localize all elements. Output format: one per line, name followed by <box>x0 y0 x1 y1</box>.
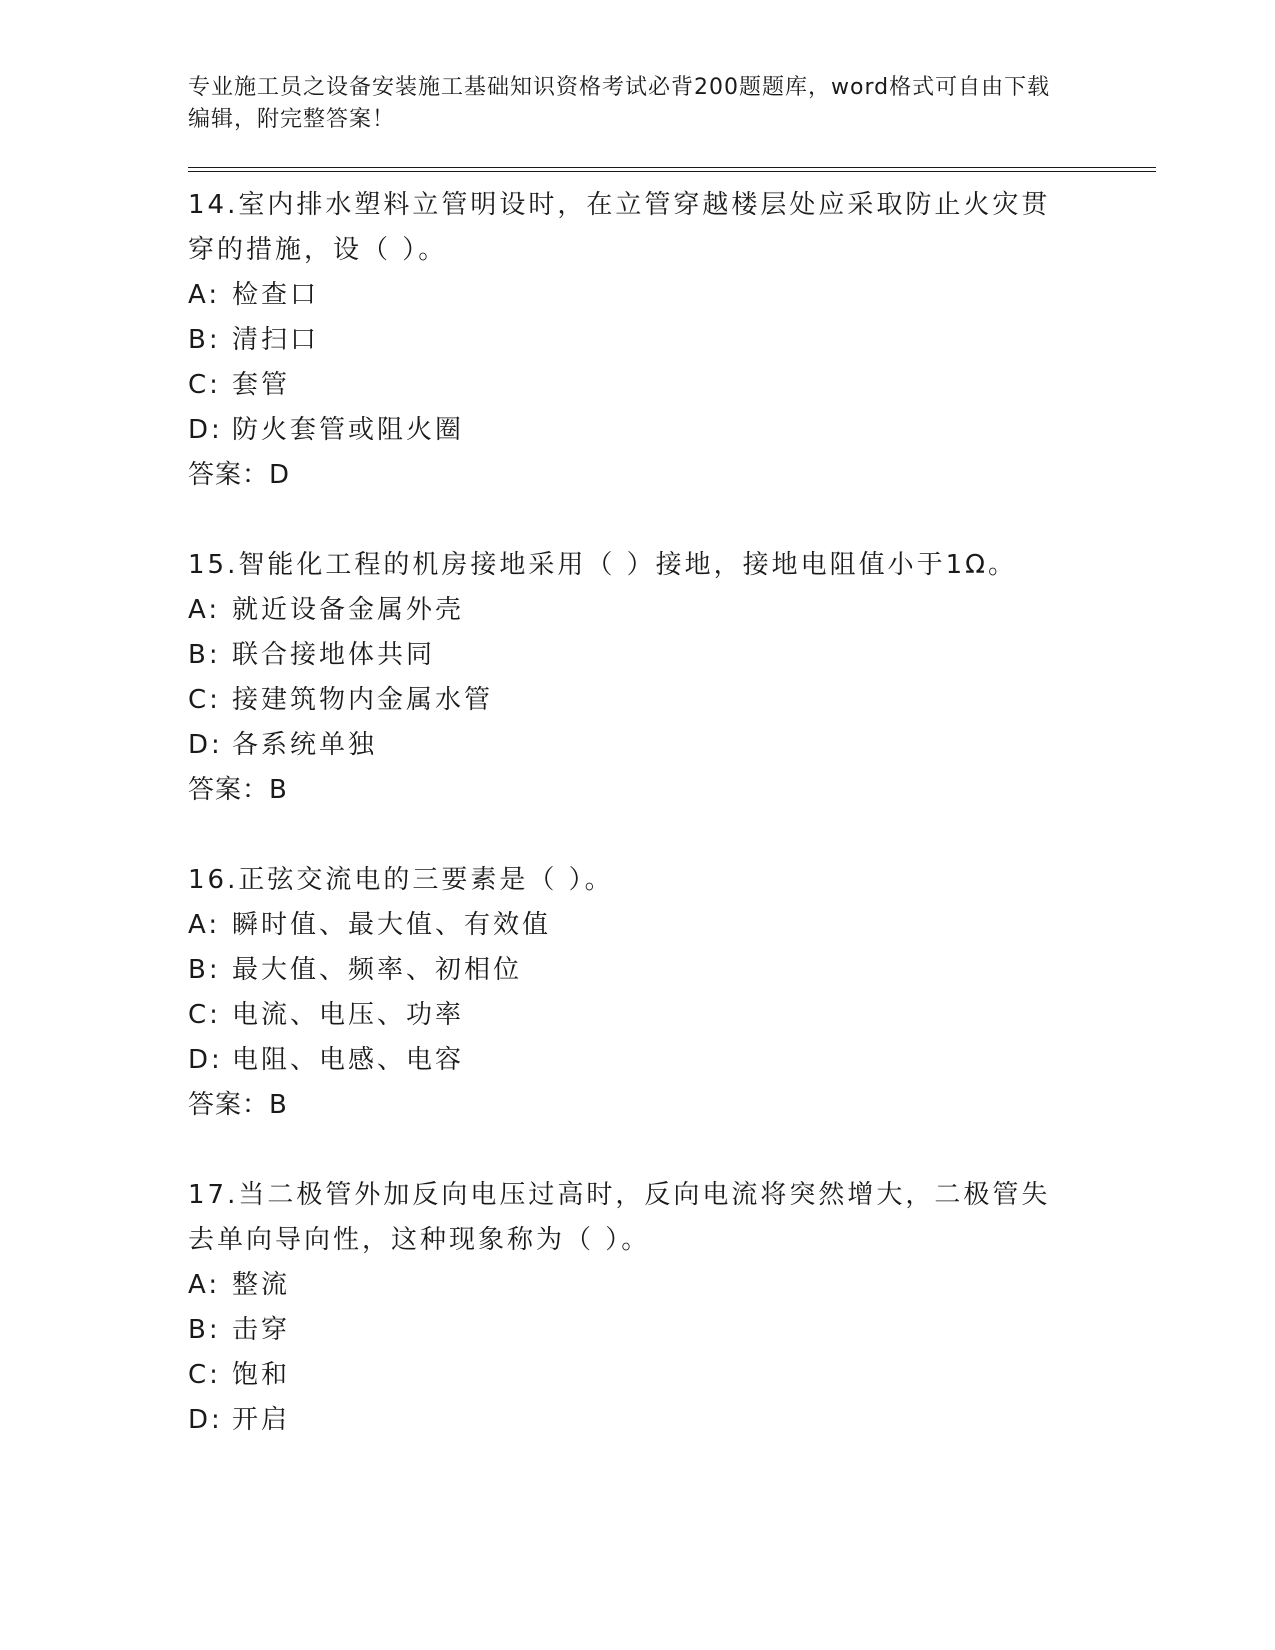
option-b <box>188 1308 1156 1353</box>
option-text: 就近设备金属外壳 <box>232 595 465 625</box>
option-text: 饱和 <box>232 1360 291 1390</box>
option-key: B: <box>188 325 221 355</box>
question-16 <box>188 858 1156 1128</box>
option-c <box>188 1353 1156 1398</box>
option-key: D: <box>188 415 223 445</box>
question-stem: 16.正弦交流电的三要素是（ ）。 <box>188 865 614 895</box>
option-key: C: <box>188 1360 221 1390</box>
option-key: D: <box>188 1405 223 1435</box>
option-text: 联合接地体共同 <box>232 640 436 670</box>
option-d <box>188 408 1156 453</box>
option-text: 清扫口 <box>232 325 320 355</box>
document-header: 专业施工员之设备安装施工基础知识资格考试必背200题题库，word格式可自由下载编辑，附完整答案！ <box>188 75 1051 132</box>
option-key: C: <box>188 1000 221 1030</box>
document-page <box>188 72 1156 1488</box>
option-text: 最大值、频率、初相位 <box>232 955 523 985</box>
option-text: 套管 <box>232 370 291 400</box>
option-a <box>188 588 1156 633</box>
option-key: A: <box>188 910 221 940</box>
option-c <box>188 363 1156 408</box>
option-text: 开启 <box>232 1405 291 1435</box>
question-stem: 17.当二极管外加反向电压过高时，反向电流将突然增大，二极管失去单向导向性，这种现象称为（ ）。 <box>188 1180 1051 1255</box>
option-key: B: <box>188 955 221 985</box>
option-key: C: <box>188 685 221 715</box>
option-key: B: <box>188 1315 221 1345</box>
option-text: 各系统单独 <box>232 730 378 760</box>
option-key: C: <box>188 370 221 400</box>
option-key: A: <box>188 1270 221 1300</box>
header-double-rule <box>188 167 1156 173</box>
option-b <box>188 633 1156 678</box>
option-text: 电阻、电感、电容 <box>232 1045 465 1075</box>
option-d <box>188 1398 1156 1443</box>
option-a <box>188 273 1156 318</box>
option-c <box>188 993 1156 1038</box>
option-text: 电流、电压、功率 <box>232 1000 465 1030</box>
option-text: 击穿 <box>232 1315 291 1345</box>
question-stem: 14.室内排水塑料立管明设时，在立管穿越楼层处应采取防止火灾贯穿的措施，设（ ）。 <box>188 190 1051 265</box>
option-c <box>188 678 1156 723</box>
header-rule-line <box>188 171 1156 172</box>
option-a <box>188 1263 1156 1308</box>
option-key: A: <box>188 595 221 625</box>
option-text: 瞬时值、最大值、有效值 <box>232 910 552 940</box>
option-d <box>188 723 1156 768</box>
option-key: B: <box>188 640 221 670</box>
option-d <box>188 1038 1156 1083</box>
option-a <box>188 903 1156 948</box>
question-17 <box>188 1173 1156 1443</box>
answer-line: 答案：B <box>188 1090 288 1120</box>
option-key: D: <box>188 730 223 760</box>
option-text: 整流 <box>232 1270 291 1300</box>
option-key: A: <box>188 280 221 310</box>
question-14 <box>188 183 1156 498</box>
header-rule-line <box>188 167 1156 168</box>
option-text: 检查口 <box>232 280 320 310</box>
question-15 <box>188 543 1156 813</box>
question-stem: 15.智能化工程的机房接地采用（ ）接地，接地电阻值小于1Ω。 <box>188 550 1018 580</box>
question-list <box>188 183 1156 1443</box>
answer-line: 答案：D <box>188 460 291 490</box>
answer-line: 答案：B <box>188 775 288 805</box>
option-b <box>188 948 1156 993</box>
option-key: D: <box>188 1045 223 1075</box>
option-text: 接建筑物内金属水管 <box>232 685 494 715</box>
option-text: 防火套管或阻火圈 <box>232 415 465 445</box>
option-b <box>188 318 1156 363</box>
